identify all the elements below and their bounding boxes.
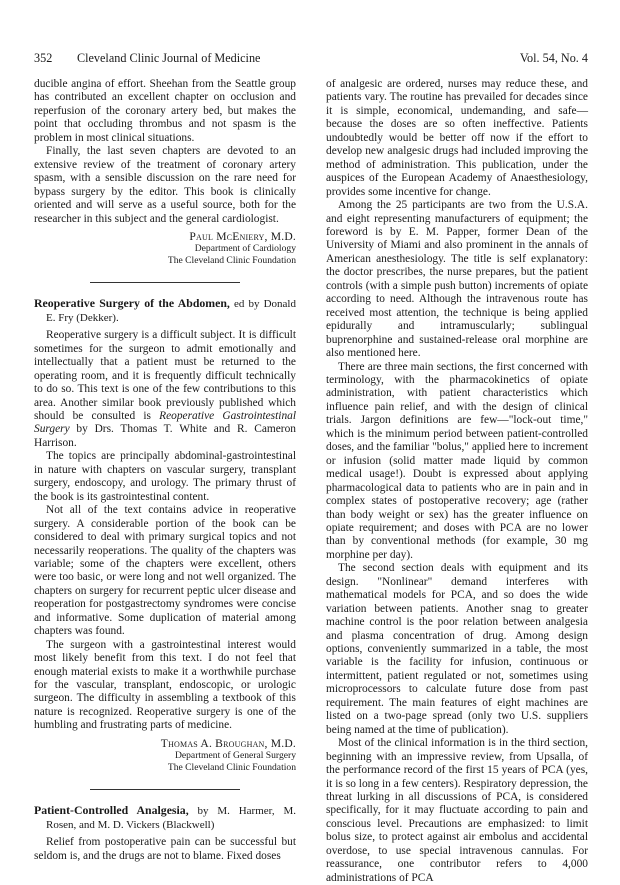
- reviewer-institution: The Cleveland Clinic Foundation: [167, 761, 296, 773]
- body-paragraph: Among the 25 participants are two from the U.S.A. and eight representing manufacturers of equipment; the foreword is by E. M. Papper, former Dean of the University of Miami and also prominent in the annals of American anesthesiology. The title is self explanatory: the doctor prescribes, the nurse prepares, but the patient controls (with a simple push button) increments of opiate according to need. Although the intravenous route has received most attention, the technique is being applied epidurally and intramuscularly; sublingual buprenorphine and sustained-release oral morphine are also mentioned here.: [326, 199, 588, 360]
- left-column: [34, 78, 296, 863]
- text-run: by Drs. Thomas T. White and R. Cameron Harrison.: [34, 423, 296, 449]
- body-paragraph: Most of the clinical information is in the third section, beginning with an impressive review, from Upsalla, of the performance record of the first 15 years of PCA (yes, it is so long in a few centers). Respiratory depression, the threat lurking in all discussions of PCA, is considered specifically, for it may fluctuate according to pain and conscious level. Precautions are emphasized: to limit bolus size, to protect against air embolus and accidental overdose, to use special intravenous cannulas. For reassurance, one contributor refers to 4,000 administrations of PCA: [326, 737, 588, 884]
- reviewer-signature: [34, 230, 296, 266]
- reviewer-department: Department of Cardiology: [194, 243, 296, 255]
- body-paragraph: There are three main sections, the first concerned with terminology, with the pharmacokinetics of opiate administration, with patient characteristics which influence pain relief, and with the design of clinical trials. Jargon definitions are few—"lock-out time," which is the minimum period between patient-controlled doses, and the familiar "bolus," applied here to increment or infusion (solid matter made liquid by common medical usage!). Doubt is expressed about applying pharmacological data to patients who are in pain and in complex states of postoperative recovery; age (rather than body weight or sex) has the greater influence on opiate requirement; and doses with PCA are no lower than by conventional methods (for example, 30 mg morphine per day).: [326, 360, 588, 561]
- reviewer-signature: [34, 737, 296, 773]
- reviewer-name: Paul McEniery, M.D.: [189, 229, 296, 243]
- page-number: 352: [34, 51, 53, 65]
- continued-paragraph: ducible angina of effort. Sheehan from the Seattle group has contributed an excellent chapter on occlusion and reperfusion of the coronary artery bed, but makes the point that occluding thrombus and not spasm is the problem in most clinical situations.: [34, 78, 296, 144]
- continued-paragraph: of analgesic are ordered, nurses may reduce these, and patients vary. The routine has prevailed for decades since it is simple, economical, undemanding, and safe—because the doses are so often ineffective. Patients undoubtedly would be better off now if the effort to develop new analgesic drugs had included improving the method of administration. This publication, under the auspices of the European Academy of Anaesthesiology, provides some incentive for change.: [326, 78, 588, 198]
- body-paragraph: Finally, the last seven chapters are devoted to an extensive review of the treatment of coronary artery spasm, with a sensible discussion on the rare need for bypass surgery by the editor. This book is clinically oriented and will serve as a useful source, both for the researcher in this subject and the general cardiologist.: [34, 145, 296, 225]
- right-column: [326, 78, 588, 885]
- journal-title: Cleveland Clinic Journal of Medicine: [77, 51, 261, 65]
- section-divider: [90, 282, 240, 283]
- body-paragraph: Not all of the text contains advice in reoperative surgery. A considerable portion of the book can be considered to deal with primary surgical topics and not necessarily reoperations. The quality of the chapters was variable; some of the chapters were excellent, others were too basic, or were long and not well organized. The chapters on surgery for recurrent peptic ulcer disease and reoperation for postgastrectomy syndromes were concise and informative. Some duplication of material among chapters was found.: [34, 504, 296, 638]
- book-byline: by M. Harmer, M. Rosen, and M. D. Vickers (Blackwell): [46, 805, 296, 831]
- reviewer-department: Department of General Surgery: [174, 750, 296, 762]
- review-heading: [34, 804, 296, 832]
- body-paragraph: [34, 329, 296, 450]
- body-paragraph: Relief from postoperative pain can be successful but seldom is, and the drugs are not to blame. Fixed doses: [34, 836, 296, 862]
- book-title: Reoperative Surgery of the Abdomen,: [34, 296, 230, 311]
- book-title: Patient-Controlled Analgesia,: [34, 803, 189, 818]
- section-divider: [90, 789, 240, 790]
- cited-book-title: Reoperative Gastrointestinal Surgery: [34, 409, 296, 436]
- text-run: Reoperative surgery is a difficult subject. It is difficult sometimes for the surgeon to admit emotionally and intellectually that a patient must be returned to the operating room, and it is frequently difficult technically to do so. This text is one of the few contributions to this area. Another similar book previously published which should be consulted is: [34, 329, 296, 422]
- book-byline: ed by Donald E. Fry (Dekker).: [46, 298, 296, 324]
- body-paragraph: The surgeon with a gastrointestinal interest would most likely benefit from this text. I do not feel that enough material exists to make it a worthwhile purchase for the vascular, transplant, endoscopic, or urologic surgeon. The difficulty in assembling a textbook of this nature is recognized. Reoperative surgery is one of the humbling and frustrating parts of medicine.: [34, 638, 296, 732]
- body-paragraph: The topics are principally abdominal-gastrointestinal in nature with chapters on vascular surgery, transplant surgery, endoscopy, and urology. The primary thrust of the book is its gastrointestinal content.: [34, 450, 296, 503]
- volume-issue: Vol. 54, No. 4: [519, 51, 588, 65]
- running-header: [34, 50, 588, 66]
- reviewer-institution: The Cleveland Clinic Foundation: [167, 254, 296, 266]
- body-paragraph: The second section deals with equipment and its design. "Nonlinear" demand interferes with mathematical models for PCA, and so does the wide variation between patients. Another snag to greater machine control is the poor relation between analgesia and plasma concentration of drug. Among design options, conveniently summarized in a table, the most variable is the facility for infusion, continuous or intermittent, patient regulated or not, sometimes using microprocessors to calculate future dose from past requirement. The main features of eight machines are listed on a two-page spread (only two U.S. suppliers being named at the time of publication).: [326, 562, 588, 736]
- reviewer-name: Thomas A. Broughan, M.D.: [160, 736, 296, 750]
- review-heading: [34, 297, 296, 325]
